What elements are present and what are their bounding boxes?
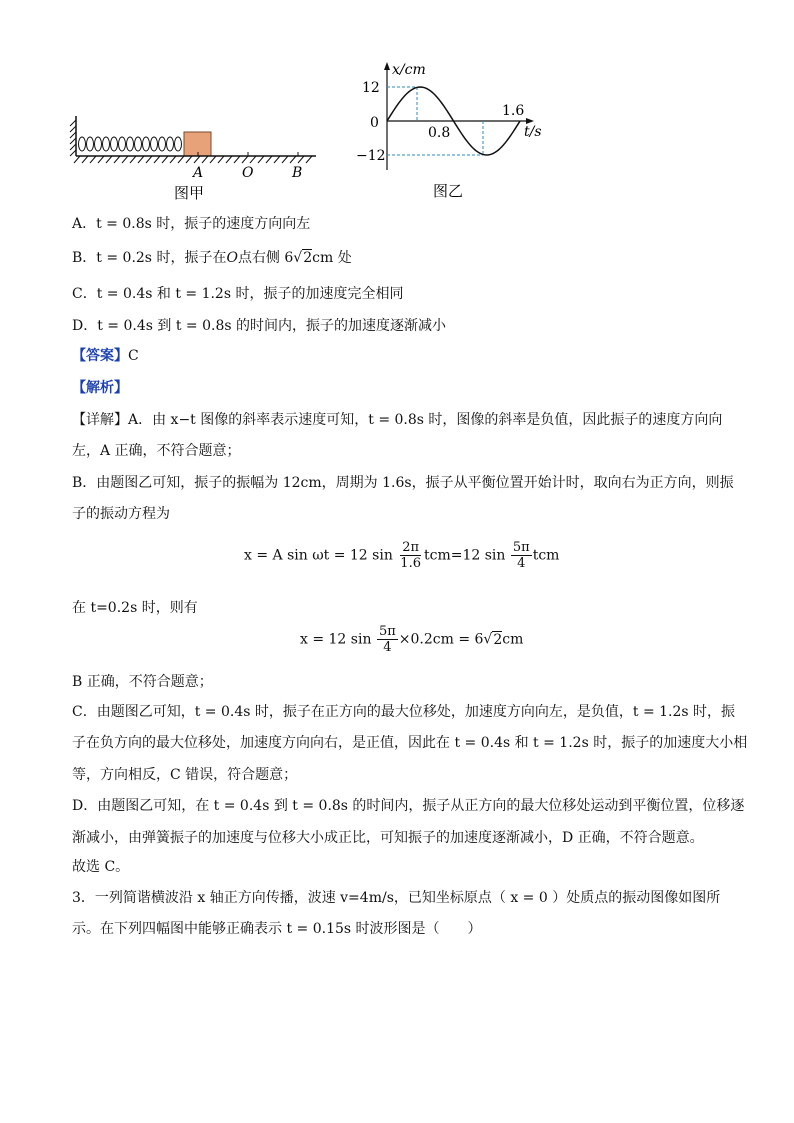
eq2-b: ×0.2cm = 6	[398, 631, 484, 648]
caption-yi: 图乙	[433, 182, 464, 200]
ground-hatch	[74, 156, 312, 163]
ytick-top: 12	[362, 80, 380, 96]
analysis-label: 【解析】	[72, 380, 128, 396]
eq2-f-den: 4	[383, 640, 392, 655]
equation-1	[244, 540, 559, 571]
option-b-o: O	[226, 250, 238, 266]
eq1-f1-den: 1.6	[400, 556, 421, 571]
eq1-f2-den: 4	[517, 556, 526, 571]
y-axis-arrow	[384, 62, 390, 70]
figure-jia	[68, 110, 328, 205]
explain-b1: B．由题图乙可知，振子的振幅为 12cm，周期为 1.6s，振子从平衡位置开始计时，取向右为正方向，则振	[72, 475, 734, 491]
explain-d1: D．由题图乙可知，在 t = 0.4s 到 t = 0.8s 的时间内，振子从正方向的最大位移处运动到平衡位置，位移逐	[72, 798, 745, 814]
eq2-a: x = 12 sin	[300, 631, 372, 648]
eq1-f1-num: 2π	[402, 540, 420, 555]
question3-l2: 示。在下列四幅图中能够正确表示 t = 0.15s 时波形图是（ ）	[72, 921, 482, 937]
xtick-08: 0.8	[428, 125, 451, 141]
option-b-pre: B．t = 0.2s 时，振子在	[72, 250, 227, 266]
option-b-mid: 点右侧 6	[237, 250, 294, 266]
label-b: B	[292, 165, 303, 181]
eq1-c: tcm	[532, 547, 560, 564]
option-c: C．t = 0.4s 和 t = 1.2s 时，振子的加速度完全相同	[72, 286, 404, 302]
eq1-f2-num: 5π	[512, 540, 530, 555]
spring	[79, 137, 182, 151]
option-a: A．t = 0.8s 时，振子的速度方向向左	[72, 216, 311, 232]
explain-c1: C．由题图乙可知，t = 0.4s 时，振子在正方向的最大位移处，加速度方向向左，是负值，t = 1.2s 时，振	[72, 704, 736, 720]
answer-line	[72, 346, 139, 366]
answer-value: C	[128, 348, 139, 364]
explain-b2: 子的振动方程为	[72, 506, 170, 522]
eq2-c: cm	[502, 631, 524, 648]
eq2-sqrt: 2	[493, 631, 503, 648]
label-a: A	[193, 165, 204, 181]
eq1-b: tcm=12 sin	[423, 547, 506, 564]
y-axis-label: x/cm	[392, 62, 426, 78]
x-axis-label: t/s	[524, 124, 542, 140]
equation-2: x = 12 sin $\frac{5\pi}{4}$ ×0.2cm = 6√2cm	[300, 624, 524, 655]
explain-d2: 渐减小，由弹簧振子的加速度与位移大小成正比，可知振子的加速度逐渐减小，D 正确，不符合题意。	[72, 830, 704, 846]
option-b: B．t = 0.2s 时，振子在O点右侧 6√2cm 处	[72, 250, 352, 266]
explain-conclusion: 故选 C。	[72, 859, 130, 875]
question3-l1: 3．一列简谐横波沿 x 轴正方向传播，波速 v=4m/s，已知坐标原点（ x = 0 ）处质点的振动图像如图所	[72, 890, 721, 906]
label-o: O	[242, 165, 254, 181]
origin-label: 0	[370, 115, 379, 131]
explain-b4: B 正确，不符合题意；	[72, 674, 213, 690]
option-b-post: cm 处	[312, 250, 352, 266]
eq1-a: x = A sin ωt = 12 sin	[244, 547, 393, 564]
explain-c2: 子在负方向的最大位移处，加速度方向向右，是正值，因此在 t = 0.4s 和 t = 1.2s 时，振子的加速度大小相	[72, 735, 748, 751]
answer-label: 【答案】	[72, 348, 128, 364]
eq2-f-num: 5π	[378, 624, 396, 639]
caption-jia: 图甲	[174, 184, 205, 202]
explain-a2: 左，A 正确，不符合题意；	[72, 443, 241, 459]
explain-a1: 【详解】A．由 x−t 图像的斜率表示速度可知，t = 0.8s 时，图像的斜率是负值，因此振子的速度方向向	[72, 412, 723, 428]
option-d: D．t = 0.4s 到 t = 0.8s 的时间内，振子的加速度逐渐减小	[72, 318, 446, 334]
explain-c3: 等，方向相反，C 错误，符合题意；	[72, 767, 298, 783]
explain-b3: 在 t=0.2s 时，则有	[72, 600, 198, 616]
option-b-sqrt: 2	[303, 250, 313, 266]
figure-yi	[350, 58, 560, 203]
ytick-bottom: −12	[356, 148, 386, 164]
xtick-16: 1.6	[502, 103, 525, 119]
wall-hatch	[70, 120, 76, 156]
